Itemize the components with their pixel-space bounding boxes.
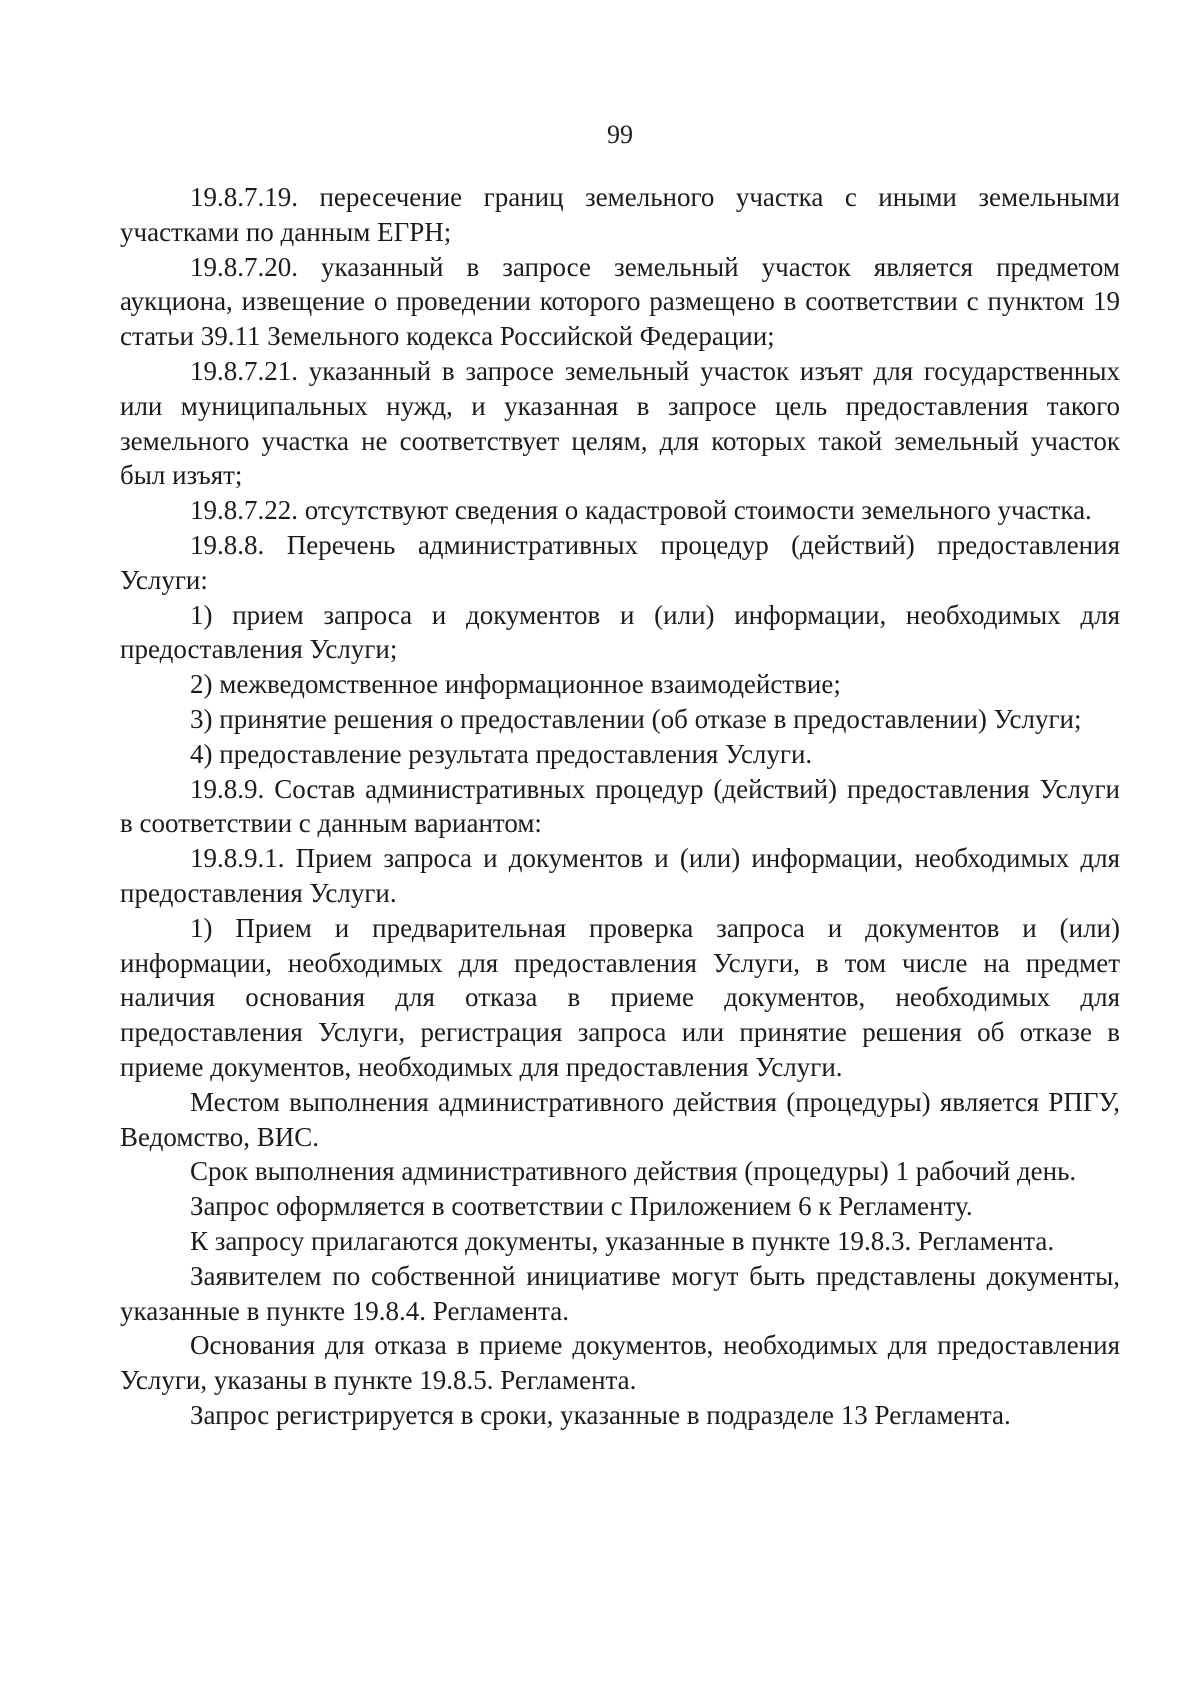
paragraph-attached-docs: К запросу прилагаются документы, указанные в пункте 19.8.3. Регламента. (190, 1225, 1055, 1256)
paragraph-refusal-grounds: Основания для отказа в приеме документов, необходимых для предоставления Услуги, указаны в пункте 19.8.5. Регламента. (120, 1330, 1120, 1396)
paragraph-19-8-9: 19.8.9. Состав административных процедур (действий) предоставления Услуги в соответствии с данным вариантом: (120, 773, 1120, 839)
paragraph-19-8-7-19: 19.8.7.19. пересечение границ земельного участка с иными земельными участками по данным ЕГРН; (120, 182, 1120, 247)
list-item-4: 4) предоставление результата предоставления Услуги. (190, 738, 813, 769)
list-item-2: 2) межведомственное информационное взаимодействие; (190, 669, 841, 700)
paragraph-registration: Запрос регистрируется в сроки, указанные в подразделе 13 Регламента. (190, 1399, 1011, 1430)
paragraph-19-8-8: 19.8.8. Перечень административных процедур (действий) предоставления Услуги: (120, 529, 1120, 595)
procedure-step-1: 1) Прием и предварительная проверка запроса и документов и (или) информации, необходимых для предоставления Услуги, в том числе на предмет наличия основания для отказа в приеме документов, необходимых для предоставления Услуги, регистрация запроса или принятие решения об отказе в приеме документов, необходимых для предоставления Услуги. (120, 912, 1120, 1082)
list-item-3: 3) принятие решения о предоставлении (об отказе в предоставлении) Услуги; (190, 703, 1082, 734)
list-item-1: 1) прием запроса и документов и (или) информации, необходимых для предоставления Услуги; (120, 599, 1120, 665)
paragraph-own-initiative: Заявителем по собственной инициативе могут быть представлены документы, указанные в пункте 19.8.4. Регламента. (120, 1260, 1120, 1326)
paragraph-request-form: Запрос оформляется в соответствии с Приложением 6 к Регламенту. (190, 1191, 973, 1222)
page-number: 99 (607, 120, 633, 149)
paragraph-19-8-7-21: 19.8.7.21. указанный в запросе земельный участок изъят для государственных или муниципальных нужд, и указанная в запросе цель предоставления такого земельного участка не соответствует целям, для которых такой земельный участок был изъят; (120, 355, 1120, 491)
paragraph-19-8-7-22: 19.8.7.22. отсутствуют сведения о кадастровой стоимости земельного участка. (190, 495, 1092, 526)
paragraph-place: Местом выполнения административного действия (процедуры) является РПГУ, Ведомство, ВИС. (120, 1086, 1120, 1152)
paragraph-19-8-7-20: 19.8.7.20. указанный в запросе земельный участок является предметом аукциона, извещение о проведении которого размещено в соответствии с пунктом 19 статьи 39.11 Земельного кодекса Российской Федерации; (120, 251, 1120, 352)
paragraph-term: Срок выполнения административного действия (процедуры) 1 рабочий день. (190, 1156, 1077, 1187)
paragraph-19-8-9-1: 19.8.9.1. Прием запроса и документов и (или) информации, необходимых для предоставления Услуги. (120, 843, 1120, 908)
document-body (120, 180, 1120, 1433)
